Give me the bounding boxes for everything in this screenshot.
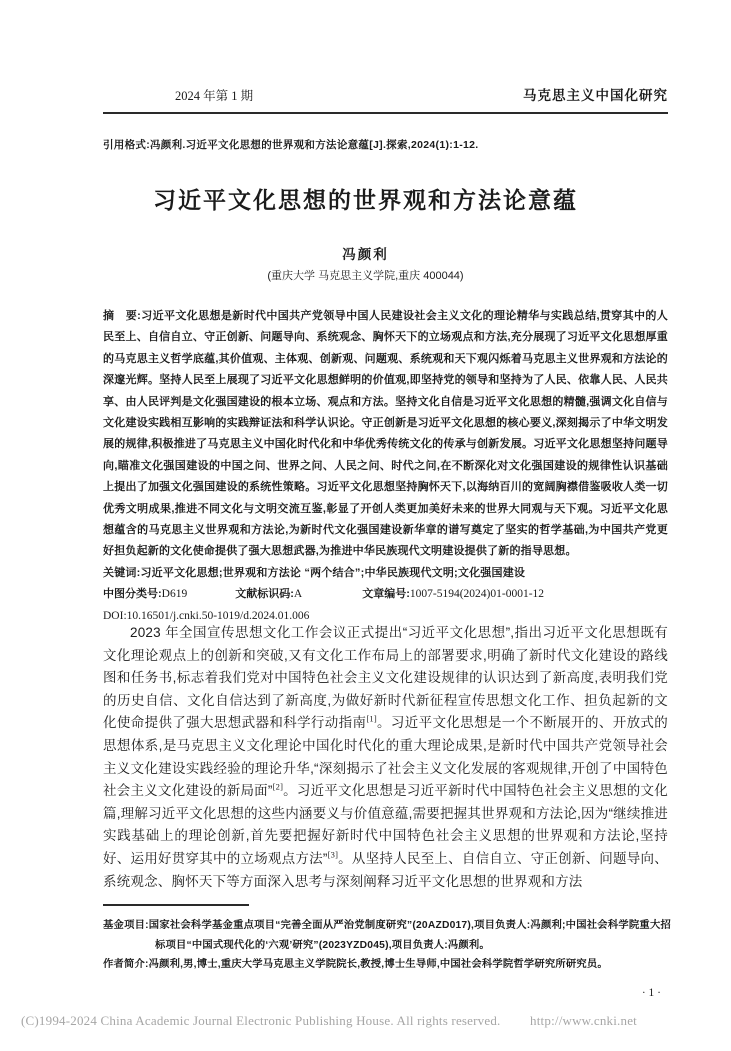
body-segment: 2023 年全国宣传思想文化工作会议正式提出“习近平文化思想”,指出习近平文化思想既有文化理论观点上的创新和突破,又有文化工作布局上的部署要求,明确了新时代文化建设的路线图和任务书,标志着我们党对中国特色社会主义文化建设规律的认识达到了新高度,表明我们党的历史自信、文化自信达到了新高度,为做好新时代新征程宣传思想文化工作、担负起新的文化使命提供了强大思想武器和科学行动指南 [103,625,668,731]
article-meta-row [103,584,668,605]
journal-name: 马克思主义中国化研究 [523,88,668,103]
clc-value: D619 [161,588,188,601]
header-divider [103,112,668,114]
document-code-value: A [293,588,303,601]
reference-marker-1: [1] [366,713,377,724]
page-number: · 1 · [641,987,661,999]
cnki-url: http://www.cnki.net [530,1013,637,1028]
article-title: 习近平文化思想的世界观和方法论意蕴 [153,187,578,213]
body-segment: 。习近平文化思想是习近平新时代中国特色社会主义思想的文化篇,理解习近平文化思想的这些内涵要义与价值意蕴,需要把握其世界观和方法论,因为“继续推进实践基础上的理论创新,首先要把握好新时代中国特色社会主义思想的世界观和方法论,坚持好、运用好贯穿其中的立场观点方法” [103,783,668,866]
article-id-label: 文章编号: [362,588,410,601]
clc-label: 中图分类号: [103,588,162,601]
reference-marker-2: [2] [272,781,284,792]
author-bio-label: 作者简介: [103,959,149,970]
body-segment: 。从坚持人民至上、自信自立、守正创新、问题导向、系统观念、胸怀天下等方面深入思考与深刻阐释习近平文化思想的世界观和方法 [103,850,668,889]
article-id-value: 1007-5194(2024)01-0001-12 [409,588,545,601]
citation-line: 引用格式:冯颜利.习近平文化思想的世界观和方法论意蕴[J].探索,2024(1):1-12. [103,139,479,151]
footnotes [103,916,671,975]
keywords-label: 关键词: [103,566,141,579]
abstract-label: 摘 要: [103,310,142,322]
fund-project-text: 国家社会科学基金重点项目“完善全面从严治党制度研究”(20AZD017),项目负责人:冯颜利;中国社会科学院重大招标项目“中国式现代化的‘六观’研究”(2023YZD045),项目负责人:冯颜利。 [148,920,671,951]
keywords-line [103,563,668,584]
reference-marker-3: [3] [327,849,339,860]
body-segment: 。习近平文化思想是一个不断展开的、开放式的思想体系,是马克思主义文化理论中国化时代化的重大理论成果,是新时代中国共产党领导社会主义文化建设实践经验的理论升华,“深刻揭示了社会主义文化发展的客观规律,开创了中国特色社会主义文化建设的新局面” [103,715,668,799]
body-paragraph [103,622,668,893]
copyright-text: (C)1994-2024 China Academic Journal Electronic Publishing House. All rights reserved. [21,1013,501,1028]
abstract-paragraph [103,306,668,563]
fund-project-note [103,916,671,955]
keywords-text: 习近平文化思想;世界观和方法论 “两个结合”;中华民族现代文明;文化强国建设 [140,566,526,579]
author-bio-note [103,955,671,975]
author-affiliation: (重庆大学 马克思主义学院,重庆 400044) [267,270,464,282]
footnote-divider [103,904,249,906]
cnki-footer-bar [21,1013,637,1029]
document-code-label: 文献标识码: [235,588,294,601]
issue-label: 2024 年第 1 期 [175,89,254,103]
journal-header [103,84,668,104]
doi-line: DOI:10.16501/j.cnki.50-1019/d.2024.01.006 [103,609,310,622]
abstract-text: 习近平文化思想是新时代中国共产党领导中国人民建设社会主义文化的理论精华与实践总结,贯穿其中的人民至上、自信自立、守正创新、问题导向、系统观念、胸怀天下的立场观点和方法,充分展现了习近平文化思想厚重的马克思主义哲学底蕴,其价值观、主体观、创新观、问题观、系统观和天下观闪烁着马克思主义世界观和方法论的深邃光辉。坚持人民至上展现了习近平文化思想鲜明的价值观,即坚持党的领导和坚持为了人民、依靠人民、人民共享、由人民评判是文化强国建设的根本立场、观点和方法。坚持文化自信是习近平文化思想的精髓,强调文化自信与文化建设实践相互影响的实践辩证法和科学认识论。守正创新是习近平文化思想的核心要义,深刻揭示了中华文明发展的规律,积极推进了马克思主义中国化时代化和中华优秀传统文化的传承与创新发展。习近平文化思想坚持问题导向,瞄准文化强国建设的中国之问、世界之问、人民之问、时代之问,在不断深化对文化强国建设的规律性认识基础上提出了加强文化强国建设的系统性策略。习近平文化思想坚持胸怀天下,以海纳百川的宽阔胸襟借鉴吸收人类一切优秀文明成果,推进不同文化与文明交流互鉴,彰显了开创人类更加美好未来的世界大同观与天下观。习近平文化思想蕴含的马克思主义世界观和方法论,为新时代文化强国建设新华章的谱写奠定了坚实的哲学基础,为中国共产党更好担负起新的文化使命提供了强大思想武器,为推进中华民族现代文明建设提供了新的指导思想。 [103,310,669,558]
fund-project-label: 基金项目: [103,920,149,931]
front-matter [103,306,668,626]
author-name: 冯颜利 [342,247,389,262]
author-bio-text: 冯颜利,男,博士,重庆大学马克思主义学院院长,教授,博士生导师,中国社会科学院哲学研究所研究员。 [148,959,608,970]
